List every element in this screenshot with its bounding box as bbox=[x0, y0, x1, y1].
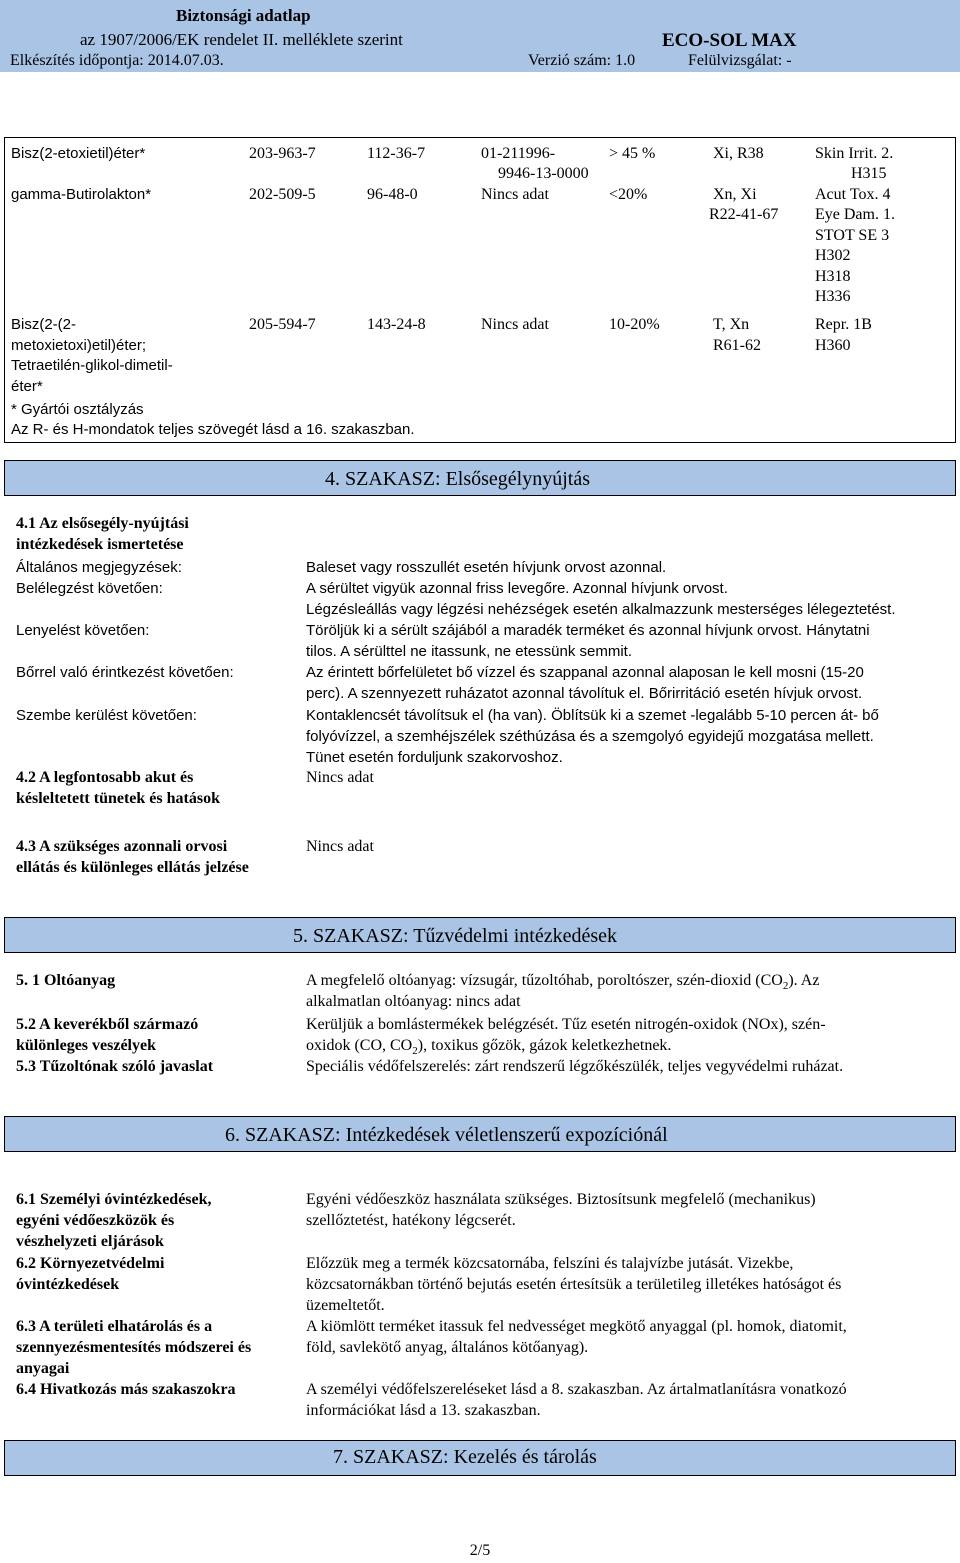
s61-text: Egyéni védőeszköz használata szükséges. Biztosítsunk megfelelő (mechanikus) bbox=[306, 1191, 816, 1208]
general-notes-label: Általános megjegyzések: bbox=[16, 559, 182, 576]
s51-heading: 5. 1 Oltóanyag bbox=[16, 972, 116, 989]
section-7-header bbox=[4, 1440, 956, 1476]
cas-number: 143-24-8 bbox=[367, 316, 426, 333]
s52-heading: 5.2 A keverékből származó bbox=[16, 1016, 199, 1033]
s64-text: A személyi védőfelszereléseket lásd a 8. szakaszban. Az ártalmatlanításra vonatkozó bbox=[306, 1381, 847, 1398]
component-name: Bisz(2-(2- bbox=[11, 316, 77, 333]
reach-number-cont: 9946-13-0000 bbox=[498, 165, 589, 182]
s52-text: Kerüljük a bomlástermékek belégzését. Tűz esetén nitrogén-oxidok (NOx), szén- bbox=[306, 1016, 826, 1033]
skin-contact-text-cont: perc). A szennyezett ruházatot azonnal távolítuk el. Bőrirritáció esetén hívjuk orvost. bbox=[306, 685, 863, 702]
s52-heading-cont: különleges veszélyek bbox=[16, 1037, 156, 1054]
product-name: ECO-SOL MAX bbox=[662, 30, 797, 51]
s61-heading-cont: vészhelyzeti eljárások bbox=[16, 1233, 164, 1250]
dsd-classification: Xn, Xi bbox=[713, 186, 757, 203]
concentration: > 45 % bbox=[609, 145, 656, 162]
s41-heading-cont: intézkedések ismertetése bbox=[16, 536, 184, 553]
s64-heading: 6.4 Hivatkozás más szakaszokra bbox=[16, 1381, 236, 1398]
r-phrases: R61-62 bbox=[713, 337, 761, 354]
skin-contact-label: Bőrrel való érintkezést követően: bbox=[16, 664, 234, 681]
document-header bbox=[0, 0, 960, 72]
general-notes-text: Baleset vagy rosszullét esetén hívjunk orvost azonnal. bbox=[306, 559, 667, 576]
preparation-date: Elkészítés időpontja: 2014.07.03. bbox=[10, 52, 224, 69]
section-6-title: 6. SZAKASZ: Intézkedések véletlenszerű expozíciónál bbox=[225, 1124, 668, 1146]
eye-contact-text: Kontaklencsét távolítsuk el (ha van). Öblítsük ki a szemet -legalább 5-10 percen át- bő bbox=[306, 707, 879, 724]
composition-table bbox=[4, 137, 956, 443]
inhalation-label: Belélegzést követően: bbox=[16, 580, 163, 597]
skin-contact-text: Az érintett bőrfelületet bő vízzel és szappanal azonnal alaposan le kell mosni (15-20 bbox=[306, 664, 864, 681]
s61-text-cont: szellőztetést, hatékony légcserét. bbox=[306, 1212, 516, 1229]
s63-heading: 6.3 A területi elhatárolás és a bbox=[16, 1318, 213, 1335]
s43-heading-cont: ellátás és különleges ellátás jelzése bbox=[16, 859, 249, 876]
component-name: gamma-Butirolakton* bbox=[11, 186, 152, 203]
reach-number: 01-211996- bbox=[481, 145, 556, 162]
clp-classification: Repr. 1B bbox=[815, 316, 872, 333]
eye-contact-text-cont: Tünet esetén forduljunk szakorvoshoz. bbox=[306, 749, 563, 766]
clp-classification: Skin Irrit. 2. bbox=[815, 145, 894, 162]
s41-heading: 4.1 Az elsősegély-nyújtási bbox=[16, 515, 189, 532]
s61-heading: 6.1 Személyi óvintézkedések, bbox=[16, 1191, 212, 1208]
s51-text-cont: alkalmatlan oltóanyag: nincs adat bbox=[306, 993, 521, 1010]
page-number: 2/5 bbox=[469, 1542, 491, 1559]
clp-classification: STOT SE 3 bbox=[815, 227, 890, 244]
ingestion-label: Lenyelést követően: bbox=[16, 622, 150, 639]
clp-hazard: H360 bbox=[815, 337, 851, 354]
concentration: <20% bbox=[609, 186, 648, 203]
inhalation-text: A sérültet vigyük azonnal friss levegőre. Azonnal hívjunk orvost. bbox=[306, 580, 728, 597]
reach-number: Nincs adat bbox=[481, 316, 549, 333]
phrases-reference-note: Az R- és H-mondatok teljes szövegét lásd a 16. szakaszban. bbox=[11, 421, 415, 438]
ec-number: 202-509-5 bbox=[249, 186, 316, 203]
s42-text: Nincs adat bbox=[306, 769, 374, 786]
s53-heading: 5.3 Tűzoltónak szóló javaslat bbox=[16, 1058, 214, 1075]
section-5-header bbox=[4, 917, 956, 953]
revision-info: Felülvizsgálat: - bbox=[688, 52, 792, 69]
s62-heading-cont: óvintézkedések bbox=[16, 1276, 120, 1293]
sds-title: Biztonsági adatlap bbox=[176, 6, 311, 25]
section-7-title: 7. SZAKASZ: Kezelés és tárolás bbox=[333, 1446, 597, 1468]
s43-heading: 4.3 A szükséges azonnali orvosi bbox=[16, 838, 228, 855]
s62-text: Előzzük meg a termék közcsatornába, felszíni és talajvízbe jutását. Vizekbe, bbox=[306, 1255, 794, 1272]
clp-hazard: H315 bbox=[851, 165, 887, 182]
s51-text: A megfelelő oltóanyag: vízsugár, tűzoltóhab, poroltószer, szén-dioxid $(CO_2)$. Az bbox=[306, 972, 820, 993]
clp-hazard: H302 bbox=[815, 247, 851, 264]
s52-text-cont: oxidok (CO, $CO_2$), toxikus gőzök, gázok keletkezhetnek. bbox=[306, 1037, 672, 1058]
s62-heading: 6.2 Környezetvédelmi bbox=[16, 1255, 165, 1272]
s63-text-cont: föld, savlekötő anyag, általános kötőanyag). bbox=[306, 1339, 589, 1356]
r-phrases: R22-41-67 bbox=[709, 206, 779, 223]
component-name-cont: Tetraetilén-glikol-dimetil- bbox=[11, 357, 173, 374]
eye-contact-label: Szembe kerülést követően: bbox=[16, 707, 197, 724]
manufacturer-classification-note: * Gyártói osztályzás bbox=[11, 401, 144, 418]
s42-heading: 4.2 A legfontosabb akut és bbox=[16, 769, 194, 786]
section-5-title: 5. SZAKASZ: Tűzvédelmi intézkedések bbox=[293, 925, 618, 947]
ec-number: 205-594-7 bbox=[249, 316, 316, 333]
s62-text-cont: üzemeltetőt. bbox=[306, 1297, 385, 1314]
cas-number: 112-36-7 bbox=[367, 145, 426, 162]
component-name: Bisz(2-etoxietil)éter* bbox=[11, 145, 146, 162]
s42-heading-cont: késleltetett tünetek és hatások bbox=[16, 790, 220, 807]
clp-classification: Eye Dam. 1. bbox=[815, 206, 895, 223]
s63-heading-cont: szennyezésmentesítés módszerei és bbox=[16, 1339, 252, 1356]
component-name-cont: metoxietoxi)etil)éter; bbox=[11, 337, 147, 354]
clp-hazard: H336 bbox=[815, 288, 851, 305]
ingestion-text-cont: tilos. A sérülttel ne itassunk, ne etessünk semmit. bbox=[306, 643, 632, 660]
s63-heading-cont: anyagai bbox=[16, 1360, 70, 1377]
s63-text: A kiömlött terméket itassuk fel nedvességet megkötő anyaggal (pl. homok, diatomit, bbox=[306, 1318, 847, 1335]
cas-number: 96-48-0 bbox=[367, 186, 418, 203]
component-name-cont: éter* bbox=[11, 378, 43, 395]
dsd-classification: Xi, R38 bbox=[713, 145, 764, 162]
section-6-header bbox=[4, 1116, 956, 1152]
ec-number: 203-963-7 bbox=[249, 145, 316, 162]
regulation-subtitle: az 1907/2006/EK rendelet II. melléklete szerint bbox=[80, 30, 403, 49]
concentration: 10-20% bbox=[609, 316, 660, 333]
clp-hazard: H318 bbox=[815, 268, 851, 285]
s53-text: Speciális védőfelszerelés: zárt rendszerű légzőkészülék, teljes vegyvédelmi ruházat. bbox=[306, 1058, 844, 1075]
s62-text-cont: közcsatornákban történő bejutás esetén értesítsük a területileg illetékes hatóságot és bbox=[306, 1276, 842, 1293]
ingestion-text: Töröljük ki a sérült szájából a maradék terméket és azonnal hívjunk orvost. Hánytatni bbox=[306, 622, 870, 639]
dsd-classification: T, Xn bbox=[713, 316, 750, 333]
section-4-title: 4. SZAKASZ: Elsősegélynyújtás bbox=[325, 468, 590, 490]
clp-classification: Acut Tox. 4 bbox=[815, 186, 891, 203]
eye-contact-text-cont: folyóvízzel, a szemhéjszélek széthúzása és a szemgolyó egyidejű mozgatása mellett. bbox=[306, 728, 874, 745]
version-number: Verzió szám: 1.0 bbox=[528, 52, 636, 69]
inhalation-text-cont: Légzésleállás vagy légzési nehézségek esetén alkalmazzunk mesterséges lélegeztetést. bbox=[306, 601, 896, 618]
s43-text: Nincs adat bbox=[306, 838, 374, 855]
s64-text-cont: információkat lásd a 13. szakaszban. bbox=[306, 1402, 541, 1419]
reach-number: Nincs adat bbox=[481, 186, 549, 203]
s61-heading-cont: egyéni védőeszközök és bbox=[16, 1212, 175, 1229]
section-4-header bbox=[4, 460, 956, 496]
